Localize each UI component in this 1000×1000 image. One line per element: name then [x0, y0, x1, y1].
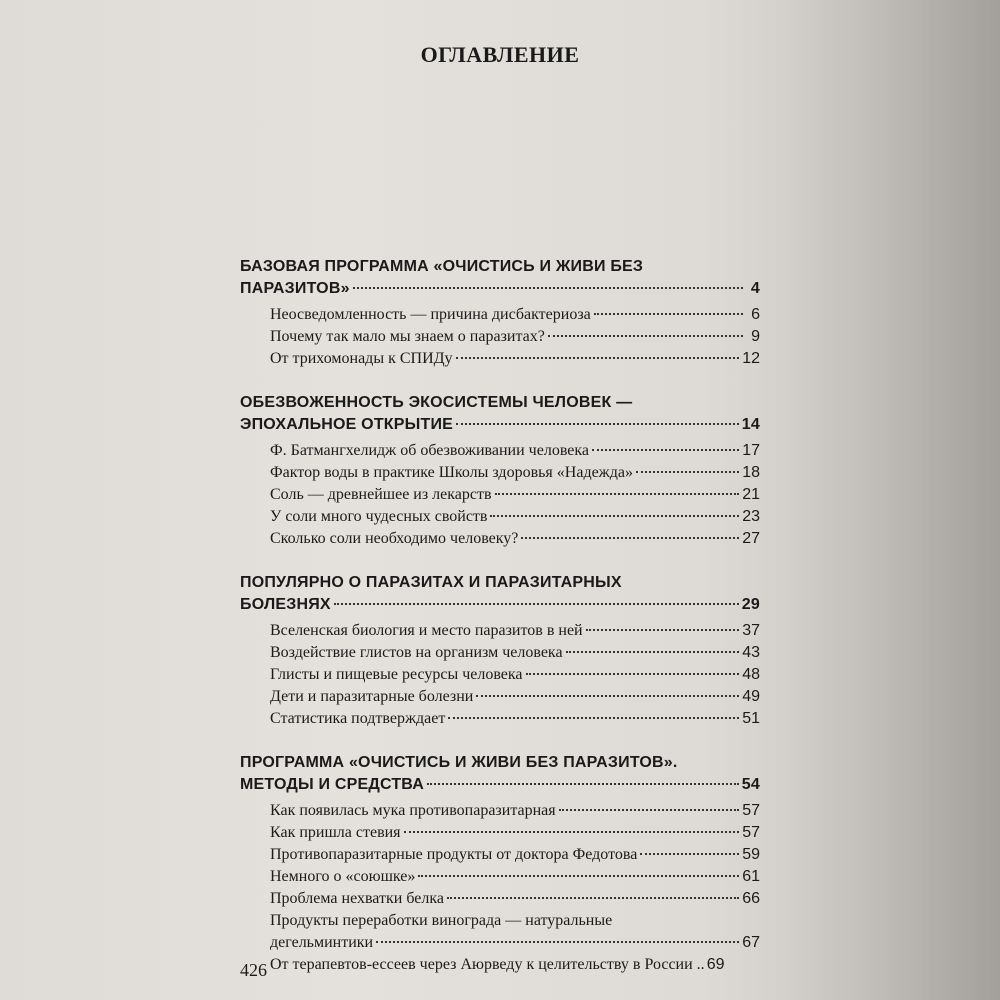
entry-page: 43	[742, 644, 760, 661]
leader-dots	[404, 831, 740, 833]
entry-title: Глисты и пищевые ресурсы человека	[270, 666, 523, 683]
entry-page: 21	[742, 486, 760, 503]
entry-title: Почему так мало мы знаем о паразитах?	[270, 328, 545, 345]
leader-dots	[376, 941, 739, 943]
entry-page: 57	[742, 824, 760, 841]
toc-entry[interactable]	[240, 866, 760, 888]
leader-dots	[476, 695, 739, 697]
section-heading-line2: ПАРАЗИТОВ»	[240, 280, 350, 297]
toc-entry[interactable]	[240, 484, 760, 506]
entry-title: Немного о «союшке»	[270, 868, 416, 885]
toc-entry[interactable]	[240, 304, 760, 326]
entry-title: Соль — древнейшее из лекарств	[270, 486, 492, 503]
page-gutter-shadow	[770, 0, 1000, 1000]
section-heading[interactable]	[240, 594, 760, 616]
entry-page: 59	[742, 846, 760, 863]
toc-entry[interactable]	[240, 686, 760, 708]
entry-page: 67	[742, 934, 760, 951]
leader-dots	[456, 357, 740, 359]
leader-dots	[490, 515, 739, 517]
entry-title: Противопаразитарные продукты от доктора Федотова	[270, 846, 638, 863]
leader-dots	[521, 537, 739, 539]
entry-page: 9	[751, 328, 760, 345]
section-heading[interactable]	[240, 414, 760, 436]
entry-page: 18	[742, 464, 760, 481]
leader-dots	[586, 629, 740, 631]
entry-title: Сколько соли необходимо человеку?	[270, 530, 519, 547]
section-page: 54	[741, 776, 760, 793]
entry-title: Воздействие глистов на организм человека	[270, 644, 563, 661]
entry-page: 49	[742, 688, 760, 705]
toc-entry[interactable]	[240, 620, 760, 642]
table-of-contents	[240, 40, 760, 998]
toc-section	[240, 752, 760, 976]
section-heading-line2: БОЛЕЗНЯХ	[240, 596, 331, 613]
section-heading-line1: ПОПУЛЯРНО О ПАРАЗИТАХ И ПАРАЗИТАРНЫХ	[240, 574, 622, 591]
leader-dots	[334, 603, 739, 605]
toc-entry[interactable]	[240, 844, 760, 866]
section-page: 4	[750, 280, 760, 297]
section-heading[interactable]	[240, 774, 760, 796]
toc-section	[240, 572, 760, 730]
entry-title: У соли много чудесных свойств	[270, 508, 488, 525]
toc-entry[interactable]	[240, 326, 760, 348]
entry-title: Ф. Батмангхелидж об обезвоживании человека	[270, 442, 590, 459]
entry-page: 27	[742, 530, 760, 547]
section-heading-line1: ПРОГРАММА «ОЧИСТИСЬ И ЖИВИ БЕЗ ПАРАЗИТОВ».	[240, 754, 678, 771]
entry-title: Как появилась мука противопаразитарная	[270, 802, 556, 819]
toc-entry[interactable]	[240, 708, 760, 730]
entry-title: Фактор воды в практике Школы здоровья «Надежда»	[270, 464, 633, 481]
leader-dots	[636, 471, 739, 473]
section-heading-line2: ЭПОХАЛЬНОЕ ОТКРЫТИЕ	[240, 416, 454, 433]
entry-title: От трихомонады к СПИДу	[270, 350, 453, 367]
toc-entry[interactable]	[240, 954, 760, 976]
leader-dots	[353, 287, 743, 289]
entry-title: Неосведомленность — причина дисбактериоза	[270, 306, 591, 323]
section-page: 14	[741, 416, 760, 433]
leader-dots	[594, 313, 743, 315]
entry-title: От терапевтов-ессеев через Аюрведу к целительству в России ..	[270, 956, 705, 973]
entry-page: 48	[742, 666, 760, 683]
section-heading[interactable]	[240, 278, 760, 300]
entry-page: 51	[742, 710, 760, 727]
leader-dots	[456, 423, 739, 425]
toc-entry[interactable]	[240, 642, 760, 664]
leader-dots	[495, 493, 740, 495]
toc-entry[interactable]	[240, 440, 760, 462]
leader-dots	[640, 853, 739, 855]
entry-title: Проблема нехватки белка	[270, 890, 444, 907]
toc-section	[240, 256, 760, 370]
leader-dots	[566, 651, 740, 653]
toc-entry[interactable]	[240, 462, 760, 484]
toc-title: ОГЛАВЛЕНИЕ	[420, 42, 580, 67]
entry-page: 66	[742, 890, 760, 907]
toc-entry[interactable]	[240, 932, 760, 954]
toc-section	[240, 392, 760, 550]
wrapped-entry-line1[interactable]: Продукты переработки винограда — натуральные	[270, 912, 613, 929]
entry-page: 61	[742, 868, 760, 885]
entry-title: Вселенская биология и место паразитов в ней	[270, 622, 583, 639]
entry-page: 17	[742, 442, 760, 459]
entry-page: 69	[706, 956, 725, 973]
toc-entry[interactable]	[240, 888, 760, 910]
leader-dots	[559, 809, 740, 811]
wrapped-entry-line2: дегельминтики	[270, 934, 374, 951]
toc-entry[interactable]	[240, 822, 760, 844]
section-heading-line1: БАЗОВАЯ ПРОГРАММА «ОЧИСТИСЬ И ЖИВИ БЕЗ	[240, 258, 644, 275]
entry-page: 6	[751, 306, 760, 323]
leader-dots	[592, 449, 739, 451]
leader-dots	[418, 875, 739, 877]
leader-dots	[448, 717, 739, 719]
entry-page: 23	[742, 508, 760, 525]
entry-title: Статистика подтверждает	[270, 710, 446, 727]
toc-entry[interactable]	[240, 506, 760, 528]
section-page: 29	[741, 596, 760, 613]
leader-dots	[447, 897, 739, 899]
page-number: 426	[240, 960, 267, 980]
section-heading-line1: ОБЕЗВОЖЕННОСТЬ ЭКОСИСТЕМЫ ЧЕЛОВЕК —	[240, 394, 633, 411]
entry-page: 37	[742, 622, 760, 639]
toc-entry[interactable]	[240, 348, 760, 370]
toc-entry[interactable]	[240, 528, 760, 550]
section-heading-line2: МЕТОДЫ И СРЕДСТВА	[240, 776, 425, 793]
toc-entry[interactable]	[240, 800, 760, 822]
entry-page: 12	[742, 350, 760, 367]
entry-title: Как пришла стевия	[270, 824, 401, 841]
entry-page: 57	[742, 802, 760, 819]
leader-dots	[526, 673, 740, 675]
leader-dots	[548, 335, 743, 337]
entry-title: Дети и паразитарные болезни	[270, 688, 474, 705]
toc-entry[interactable]	[240, 664, 760, 686]
leader-dots	[427, 783, 739, 785]
